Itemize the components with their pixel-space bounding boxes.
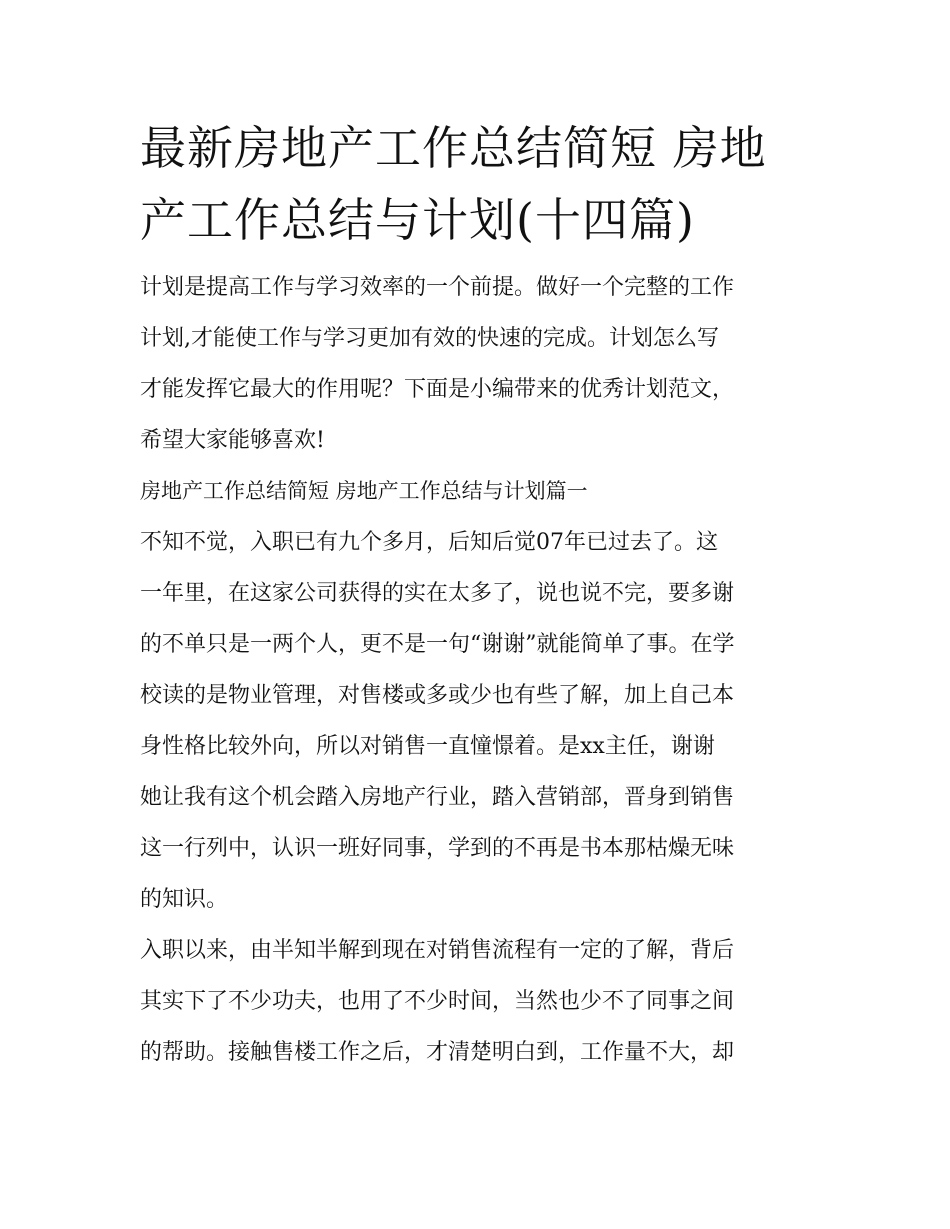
text-line: 才能发挥它最大的作用呢？下面是小编带来的优秀计划范文，: [140, 377, 735, 402]
intro-paragraph: [140, 262, 812, 466]
section-heading: [140, 466, 812, 517]
title-line: 产工作总结与计划(十四篇): [140, 193, 695, 247]
text-line: 一年里，在这家公司获得的实在太多了，说也说不完，要多谢: [140, 581, 735, 606]
text-line: 的知识。: [140, 887, 229, 912]
text-line: 的不单只是一两个人，更不是一句“谢谢”就能简单了事。在学: [140, 632, 735, 657]
text-line: 希望大家能够喜欢!: [140, 428, 325, 453]
section-heading-text: 房地产工作总结简短 房地产工作总结与计划篇一: [140, 479, 588, 503]
body-paragraph-1: [140, 517, 812, 925]
text-line: 入职以来，由半知半解到现在对销售流程有一定的了解，背后: [140, 938, 735, 963]
text-line: 的帮助。接触售楼工作之后，才清楚明白到，工作量不大，却: [140, 1040, 735, 1065]
body-paragraph-2: [140, 925, 812, 1078]
text-line: 身性格比较外向，所以对销售一直憧憬着。是xx主任，谢谢: [140, 734, 715, 759]
text-line: 她让我有这个机会踏入房地产行业，踏入营销部，晋身到销售: [140, 785, 735, 810]
text-line: 这一行列中，认识一班好同事，学到的不再是书本那枯燥无味: [140, 836, 735, 861]
title-line: 最新房地产工作总结简短 房地: [140, 121, 767, 175]
document-title: [140, 112, 812, 256]
text-line: 计划,才能使工作与学习更加有效的快速的完成。计划怎么写: [140, 326, 719, 351]
text-line: 校读的是物业管理，对售楼或多或少也有些了解，加上自己本: [140, 683, 735, 708]
text-line: 不知不觉，入职已有九个多月，后知后觉07年已过去了。这: [140, 530, 718, 555]
text-line: 其实下了不少功夫，也用了不少时间，当然也少不了同事之间: [140, 989, 735, 1014]
document-page: [140, 112, 812, 1078]
text-line: 计划是提高工作与学习效率的一个前提。做好一个完整的工作: [140, 275, 735, 300]
